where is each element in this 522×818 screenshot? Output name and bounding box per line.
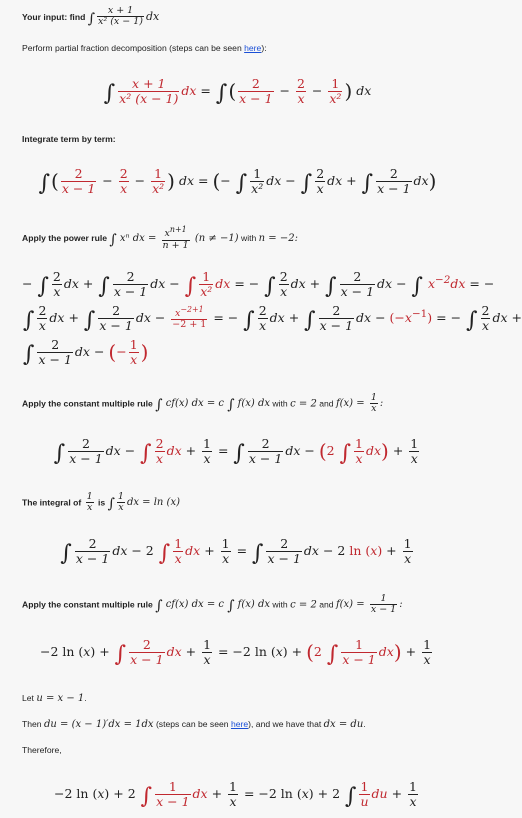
log-integral-line: The integral of $\frac{1}{x}$ is ∫ $\frac{1}{x}$ dx = ln (x)	[22, 491, 180, 514]
intro-expression: ∫ $\frac{x + 1}{\text{x² (x − 1)}}$ dx	[87, 5, 160, 28]
constant-rule-2-equation: −2 ln (x) + ∫ $\frac{2}{x - 1}$ dx + $\frac{1}{x}$ = −2 ln (x) + (2 ∫ $\frac{1}{x - 1}$ dx) + $\frac{1}{x}$	[39, 637, 432, 667]
power-rule-equation-line-1: − ∫ $\frac{2}{x}$ dx + ∫ $\frac{2}{x - 1}$ dx − ∫ $\frac{1}{\text{x²}}$ dx = − ∫ $\frac{2}{x}$ dx + ∫ $\frac{2}{x - 1}$ dx − ∫ $x^{-2}dx$ = −	[22, 269, 495, 299]
constant-rule-1-line: Apply the constant multiple rule ∫ cf(x) dx = c ∫ f(x) dx with c = 2 and f(x) = $\frac{1}{x}$ :	[22, 392, 384, 415]
decomposition-equation: ∫ $\frac{x + 1}{\text{x² (x − 1)}}$ dx = ∫( $\frac{2}{x - 1}$ − $\frac{2}{x}$ − $\frac{1}{\text{x²}}$ ) dx	[103, 76, 372, 106]
power-rule-equation-line-3: ∫ $\frac{2}{x - 1}$ dx − (− $\frac{1}{x}$ )	[23, 337, 149, 367]
substitution-let: Let u = x − 1.	[22, 693, 87, 704]
constant-rule-1-equation: ∫ $\frac{2}{x - 1}$ dx − ∫ $\frac{2}{x}$ dx + $\frac{1}{x}$ = ∫ $\frac{2}{x - 1}$ dx − (2 ∫ $\frac{1}{x}$ dx) + $\frac{1}{x}$	[53, 436, 419, 466]
substitution-therefore: Therefore,	[22, 745, 62, 755]
intro-line	[22, 6, 159, 28]
substitution-steps-link[interactable]: here	[230, 719, 249, 729]
decomposition-text: Perform partial fraction decomposition (steps can be seen here):	[22, 43, 267, 53]
power-rule-equation-line-2: ∫ $\frac{2}{x}$ dx + ∫ $\frac{2}{x - 1}$ dx − $\frac{x^{-2+1}}{-2 + 1}$ = − ∫ $\frac{2}{x}$ dx + ∫ $\frac{2}{x - 1}$ dx − $(-x^{-1})$ = − ∫ $\frac{2}{x}$ dx +	[23, 303, 522, 333]
power-rule-line: Apply the power rule ∫ xⁿ dx = $\frac{x^{n+1}}{n + 1}$ (n ≠ −1) with n = −2:	[22, 225, 298, 251]
log-integral-equation: ∫ $\frac{2}{x - 1}$ dx − 2 ∫ $\frac{1}{x}$ dx + $\frac{1}{x}$ = ∫ $\frac{2}{x - 1}$ dx − 2 ln (x) + $\frac{1}{x}$	[60, 536, 412, 566]
intro-label: Your input: find	[22, 11, 86, 22]
term-by-term-equation: ∫( $\frac{2}{x - 1}$ − $\frac{2}{x}$ − $\frac{1}{\text{x²}}$ ) dx = (− ∫ $\frac{1}{\text{x²}}$ dx − ∫ $\frac{2}{x}$ dx + ∫ $\frac{2}{x - 1}$ dx)	[38, 166, 437, 196]
constant-rule-2-line: Apply the constant multiple rule ∫ cf(x) dx = c ∫ f(x) dx with c = 2 and f(x) = $\frac{1}{x - 1}$ :	[22, 593, 403, 616]
substitution-equation: −2 ln (x) + 2 ∫ $\frac{1}{x - 1}$ dx + $\frac{1}{x}$ = −2 ln (x) + 2 ∫ $\frac{1}{u}$ du + $\frac{1}{x}$	[54, 779, 417, 809]
substitution-then: Then du = (x − 1)′dx = 1dx (steps can be seen here), and we have that dx = du.	[22, 719, 366, 730]
decomposition-steps-link[interactable]: here	[244, 43, 262, 53]
term-by-term-heading: Integrate term by term:	[22, 134, 116, 144]
